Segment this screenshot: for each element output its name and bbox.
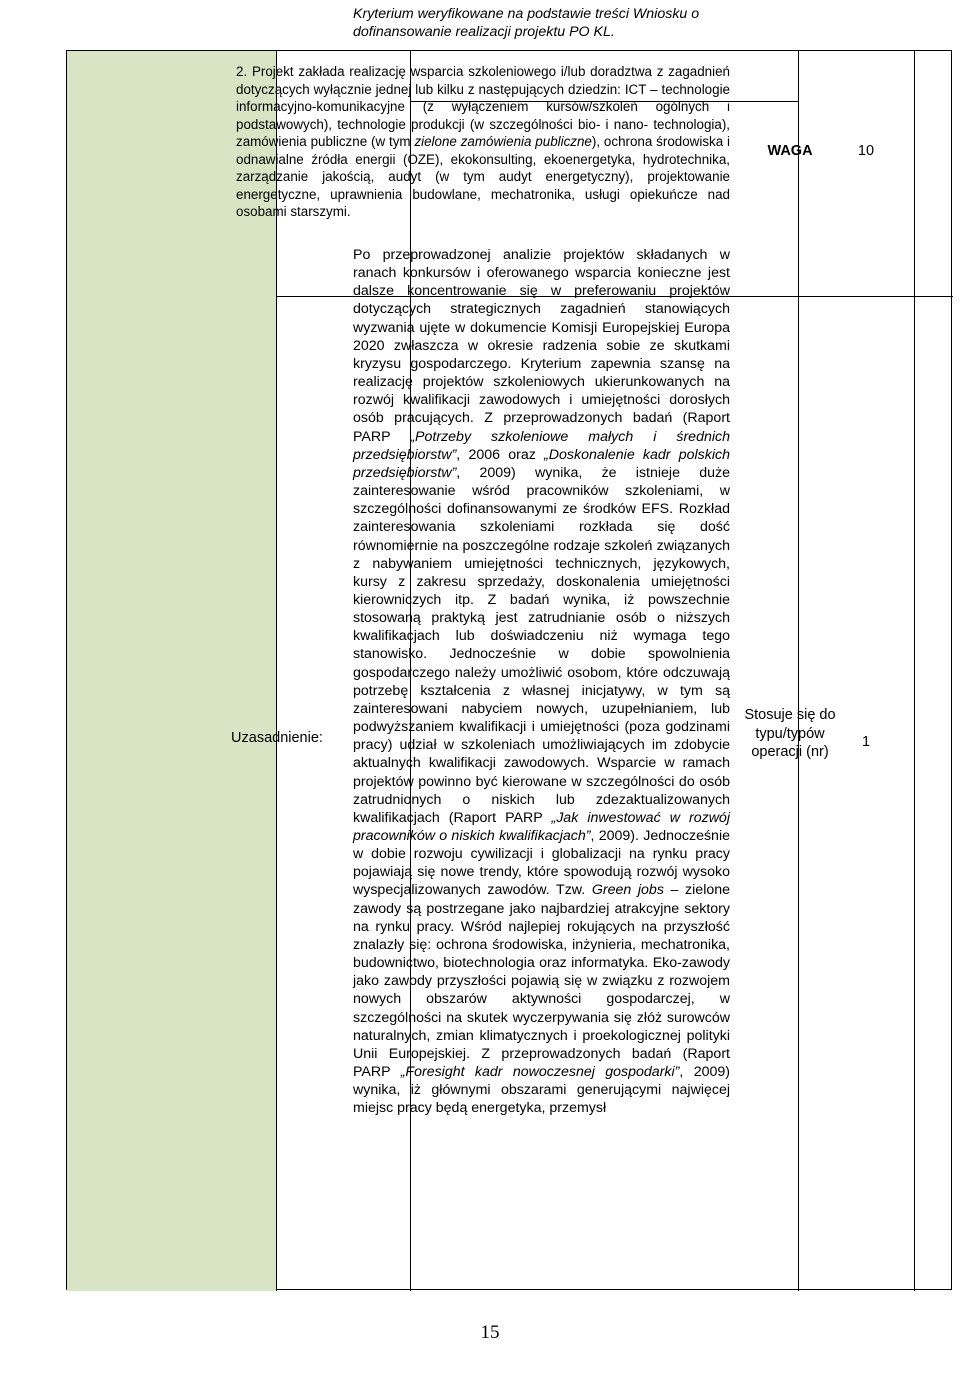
weight-value: 10 [857,143,875,159]
justification-part: , 2009). Jednocześnie w dobie rozwoju cywilizacji i globalizacji na rynku pracy pojawiają się nowe trendy, które spowodują rozwój wysoko wyspecjalizowanych zawodów. Tzw. [353,828,730,899]
justification-label: Uzasadnienie: [231,730,323,746]
justification-part: – zielone zawody są postrzegane jako najbardziej atrakcyjne sektory na rynku pracy. Wśród najlepiej rokujących na przyszłość znalazły się: ochrona środowiska, inżynieria, mechatronika, budownictwo, biotechnologia oraz informatyka. Eko-zawody jako zawody przyszłości pojawią się w związku z rozwojem nowych obszarów aktywności gospodarczej, w szczególności na skutek wyczerpywania się złóż surowców naturalnych, zmian klimatycznych i proekologicznej polityki Unii Europejskiej. Z przeprowadzonych badań (Raport PARP [353,882,731,1081]
weight-label: WAGA [767,143,813,159]
report-title: „Foresight kadr nowoczesnej gospodarki” [400,1064,680,1081]
criterion-italic: zielone zamówienia publiczne [414,134,592,149]
report-title: „Doskonalenie kadr polskich przedsiębiorstw” [353,446,730,481]
report-title: „Jak inwestować w rozwój pracowników o niskich kwalifikacjach” [353,809,730,844]
italic-term: Green jobs [591,882,664,899]
criterion-verification-note: Kryterium weryfikowane na podstawie treści Wniosku o dofinansowanie realizacji projektu PO KL. [353,6,700,40]
justification-part: , 2006 oraz [456,446,545,463]
justification-part: , 2009) wynika, że istnieje duże zainteresowanie wśród pracowników szkoleniami, w szczególności dofinansowanymi ze środków EFS. Rozkład zainteresowania szkoleniami rozkłada się dość równomiernie na poszczególne rodzaje szkoleń związanych z nabywaniem umiejętności technicznych, językowych, kursy z zakresu sprzedaży, doskonalenia umiejętności kierowniczych itp. Z badań wynika, iż powszechnie stosowaną praktyką jest zatrudnianie osób o niższych kwalifikacjach lub doświadczeniu niż wymaga tego stanowisko. Jednocześnie w dobie spowolnienia gospodarczego należy umożliwić osobom, które odczuwają potrzebę kształcenia z własnej inicjatywy, w tym są zainteresowani nabyciem nowych, uzupełnianiem, lub podwyższaniem kwalifikacji i umiejętności (poza godzinami pracy) udział w szkoleniach umożliwiających im zdobycie aktualnych kwalifikacji zawodowych. Wsparcie w ramach projektów powinno być kierowane w szczególności do osób zatrudnionych o niskich lub zdezaktualizowanych kwalifikacjach (Raport PARP [353,464,730,826]
criterion-body-end: ), ochrona środowiska i odnawialne źródła energii (OZE), ekokonsulting, ekoenergetyka, hydrotechnika, zarządzanie jakością, audyt (w tym audyt energetyczny), projektowanie energetyczne, uprawnienia budowlane, mechatronika, usługi opiekuńcze nad osobami starszymi. [236,134,730,219]
criterion-text [236,63,730,221]
report-title: „Potrzeby szkoleniowe małych i średnich przedsiębiorstw” [353,428,730,463]
applies-to-label: Stosuje się do typu/typów operacji (nr) [744,707,836,760]
page-number: 15 [480,1322,500,1343]
criterion-number: 2. [236,64,248,79]
table-shaded-column [67,51,277,1291]
table-weight-label-column [799,51,915,1291]
justification-part: Po przeprowadzonej analizie projektów składanych w ranach konkursów i oferowanego wsparcia konieczne jest dalsze koncentrowanie się w preferowaniu projektów dotyczących strategicznych zagadnień stanowiących wyzwania ujęte w dokumencie Komisji Europejskiej Europa 2020 zwłaszcza w okresie radzenia sobie ze skutkami kryzysu gospodarczego. Kryterium zapewnia szansę na realizację projektów szkoleniowych ukierunkowanych na rozwój kwalifikacji zawodowych i umiejętności dorosłych osób pracujących. Z przeprowadzonych badań (Raport PARP [353,247,730,445]
justification-text [353,246,730,1118]
justification-part: , 2009) wynika, iż głównymi obszarami generującymi najwięcej miejsc pracy będą energetyka, przemysł [353,1064,730,1117]
criterion-body: Projekt zakłada realizację wsparcia szkoleniowego i/lub doradztwa z zagadnień dotyczących wyłącznie jednej lub kilku z następujących dziedzin: ICT – technologie informacyjno-komunikacyjne (z wyłączeniem kursów/szkoleń ogólnych i podstawowych), technologie produkcji (w szczególności bio- i nano- technologia), zamówienia publiczne (w tym [236,64,730,149]
table-weight-value-column [915,51,951,1291]
applies-to-value: 1 [861,734,871,750]
